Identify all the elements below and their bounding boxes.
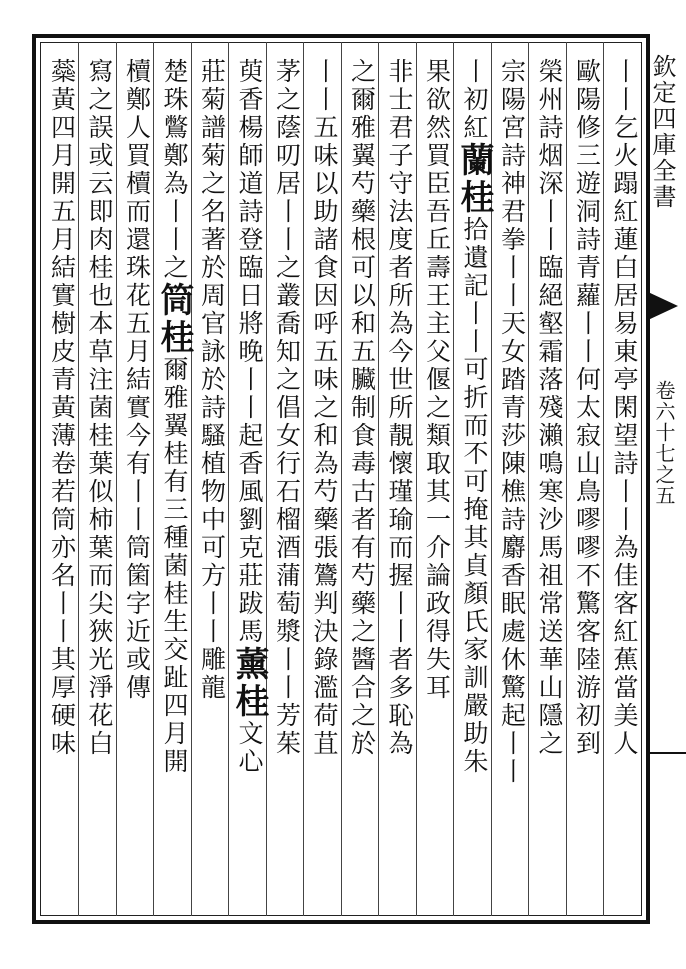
column-text: 莊菊譜菊之名著於周官詠於詩騷植物中可方丨丨雕龍 — [197, 58, 227, 702]
entry-heading: 薰桂 — [229, 646, 269, 720]
text-column — [492, 58, 532, 910]
column-text: 榮州詩烟深丨丨臨絕壑霜落殘瀨鳴寒沙馬祖常送華山隱之 — [535, 58, 564, 758]
text-column — [192, 58, 232, 910]
text-column — [567, 58, 607, 910]
text-column — [267, 58, 307, 910]
column-text: 寫之誤或云即肉桂也本草注菌桂葉似柿葉而尖狹光淨花白 — [85, 58, 114, 758]
text-column — [604, 58, 644, 910]
column-text: 之爾雅翼芍藥根可以和五臟制食毒古者有芍藥之醬合之於 — [347, 58, 377, 758]
column-text: 蘂黃四月開五月結實樹皮青黃薄卷若筒亦名丨丨其厚硬味 — [47, 58, 77, 758]
column-text: 果欲然買臣吾丘壽王主父偃之類取其一介論政得失耳 — [422, 58, 452, 702]
column-text: 萸香楊師道詩登臨日將晚丨丨起香風劉克莊跋馬 — [235, 58, 264, 646]
book-title: 欽定四庫全書 — [648, 54, 676, 210]
volume-label: 卷六十七之五 — [652, 380, 676, 506]
text-column — [79, 58, 119, 910]
column-text: 丨丨乞火蹋紅蓮白居易東亭閑望詩丨丨為佳客紅蕉當美人 — [610, 58, 639, 758]
text-column — [42, 58, 82, 910]
text-column — [379, 58, 419, 910]
text-column — [342, 58, 382, 910]
text-column — [229, 58, 269, 910]
column-text: 爾雅翼桂有三種菌桂生交趾四月開 — [160, 356, 189, 776]
column-text: 櫝鄭人買櫝而還珠花五月結實今有丨丨筒箘字近或傳 — [122, 58, 152, 702]
text-column — [529, 58, 569, 910]
column-text: 宗陽宮詩神君拳丨丨天女踏青莎陳樵詩麝香眠處休驚起丨丨 — [497, 58, 527, 786]
fish-tail-mark — [648, 292, 678, 320]
entry-heading: 蘭桂 — [454, 142, 494, 216]
column-text: 拾遺記丨丨可折而不可掩其貞顏氏家訓嚴助朱 — [460, 216, 489, 776]
margin-divider — [650, 752, 686, 754]
text-column — [417, 58, 457, 910]
column-text: 楚珠鷩鄭為丨丨之 — [160, 58, 189, 282]
column-text: 非士君子守法度者所為今世所靚懷瑾瑜而握丨丨者多恥為 — [385, 58, 414, 758]
text-column — [117, 58, 157, 910]
entry-heading: 筒桂 — [154, 282, 194, 356]
column-text: 歐陽修三遊洞詩青蘿丨丨何太寂山鳥嘐嘐不驚客陸游初到 — [572, 58, 602, 758]
column-text: 丨丨五味以助諸食因呼五味之和為芍藥張鷟判決錄濫荷苴 — [310, 58, 339, 758]
text-column — [454, 58, 494, 910]
column-text: 茅之蔭叨居丨丨之叢喬知之倡女行石榴酒蒲萄漿丨丨芳茱 — [272, 58, 302, 758]
column-text: 丨初紅 — [460, 58, 489, 142]
column-text: 文心 — [235, 720, 264, 776]
text-column — [304, 58, 344, 910]
text-column — [154, 58, 194, 910]
